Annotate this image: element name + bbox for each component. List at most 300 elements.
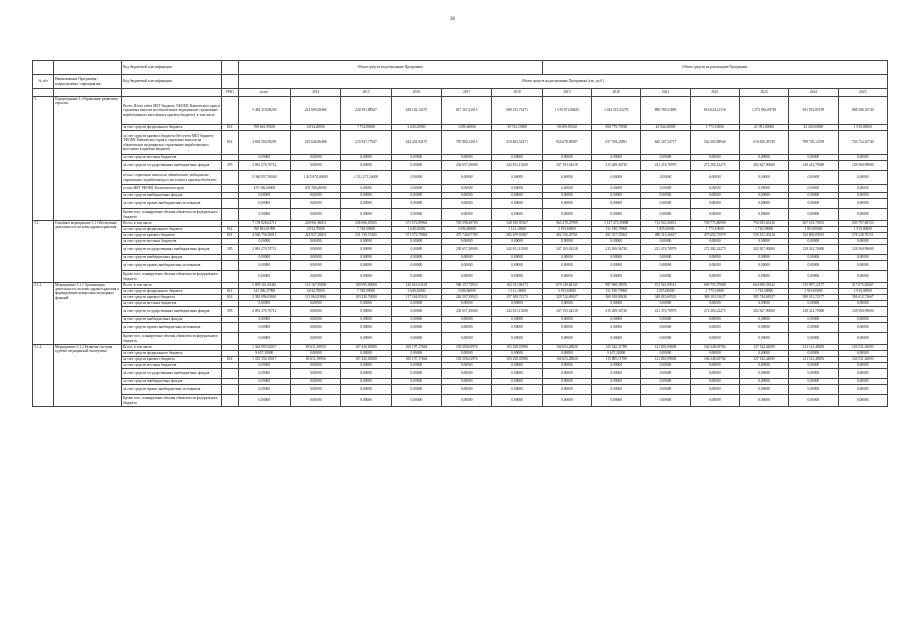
value-cell: 0,00000 [442,171,492,185]
value-cell: 230 657,29000 [442,161,492,171]
value-cell: 0,00000 [789,351,838,357]
value-cell: 0,00000 [341,255,391,261]
value-cell: 0,00000 [391,307,441,317]
value-cell: 128 412,70000 [789,307,838,317]
value-cell: 166 348,65784 [690,357,739,363]
value-cell: 610 845,39749 [739,131,788,155]
value-cell: 0,00000 [592,185,641,193]
value-cell: 0,00000 [592,261,641,271]
grbs-code [221,395,238,407]
value-cell: 220 591,88947 [341,97,391,125]
value-cell: 0,00000 [739,193,788,199]
value-cell: 43 944,30000 [641,125,690,131]
value-cell: 0,00000 [238,255,290,261]
value-cell: 0,00000 [291,317,341,323]
value-cell: 0,00000 [492,395,542,407]
value-cell: 109 995,00000 [341,283,391,289]
value-cell: 5 809 161,65461 [238,283,290,289]
value-cell: 0,00000 [238,209,290,221]
value-cell: 0,00000 [391,385,441,395]
value-cell: 272 282,22275 [690,307,739,317]
funding-source: за счет средств краевого бюджета [122,357,222,363]
value-cell: 0,00000 [690,301,739,307]
value-cell: 0,00000 [442,199,492,209]
value-cell: 462 156,45761 [542,233,591,239]
value-cell: 221 474,78979 [641,161,690,171]
value-cell: 7 754,80000 [341,125,391,131]
value-cell: 347 193,02218 [542,307,591,317]
block-number: 3.1. [33,221,54,283]
value-cell: 890 769,31699 [641,97,690,125]
value-cell: 0,00000 [391,171,441,185]
funding-source: за счет средств федерального бюджета [122,289,222,295]
funding-source: за счет средств краевого бюджета [122,233,222,239]
funding-source: за счет средств государственных внебюджетных фондов [122,245,222,255]
value-cell: 2 081 270,70712 [238,245,290,255]
header-year-9: 2022 [690,89,739,97]
value-cell: 0,00000 [542,363,591,369]
grbs-code [221,323,238,333]
grbs-code: 814 [221,125,238,131]
table-row [33,209,888,221]
value-cell: 817 167,41615 [442,97,492,125]
funding-source: за счет средств прочих внебюджетных источников [122,199,222,209]
funding-source: за счет средств прочих внебюджетных источников [122,385,222,395]
value-cell: 0,00000 [391,323,441,333]
value-cell: 0,00000 [789,261,838,271]
value-cell: 0,00000 [789,385,838,395]
value-cell: 1 855,00000 [641,289,690,295]
value-cell: 0,00000 [641,239,690,245]
funding-source: Кроме того, планируемые объемы обязательств федерального бюджета [122,395,222,407]
value-cell: 1 335 350,10017 [238,357,290,363]
value-cell: 0,00000 [391,301,441,307]
value-cell: 0,00000 [542,317,591,323]
value-cell: 0,00000 [641,369,690,379]
value-cell: 0,00000 [492,323,542,333]
value-cell: 0,00000 [442,301,492,307]
value-cell: 708 663,99458 [238,125,290,131]
value-cell: 0,00000 [641,351,690,357]
table-row [33,185,888,193]
header-year-7: 2020 [592,89,641,97]
value-cell: 121 141,48693 [789,345,838,351]
value-cell: 1 775,10000 [690,227,739,233]
value-cell: 586 157,73923 [442,283,492,289]
value-cell: 0,00000 [542,209,591,221]
value-cell: 963 278,47999 [542,221,591,227]
value-cell: 0,00000 [492,363,542,369]
grbs-code [221,271,238,283]
value-cell: 202 827,90000 [739,161,788,171]
header-grbs: ГРБС [221,89,238,97]
value-cell: 488 315,26617 [641,233,690,239]
value-cell: 2 081 270,70712 [238,161,290,171]
value-cell: 128 412,70000 [789,245,838,255]
value-cell: 215 269,36720 [592,245,641,255]
value-cell: 0,00000 [739,301,788,307]
value-cell: 0,00000 [238,323,290,333]
value-cell: 0,00000 [641,171,690,185]
value-cell: 410 463,52271 [492,131,542,155]
value-cell: 0,00000 [838,199,887,209]
value-cell: 0,00000 [789,199,838,209]
header-year-12: 2025 [838,89,887,97]
value-cell: 0,00000 [442,193,492,199]
value-cell: 360 918,98438 [592,295,641,301]
value-cell: 0,00000 [391,261,441,271]
value-cell: 0,00000 [238,363,290,369]
value-cell: 328 102,14197 [391,97,441,125]
funding-source: Кроме того, планируемые объемы обязательств федерального бюджета [122,209,222,221]
value-cell: 126 531,26693 [838,345,887,351]
value-cell: 0,00000 [592,271,641,283]
value-cell: 230 657,29000 [442,245,492,255]
value-cell: 0,00000 [789,301,838,307]
value-cell: 517 675,82667 [838,283,887,289]
value-cell: 0,00000 [238,155,290,161]
value-cell: 0,00000 [542,155,591,161]
value-cell: 0,00000 [838,255,887,261]
funding-source: за счет средств государственных внебюджетных фондов [122,307,222,317]
value-cell: 1 919,00000 [838,289,887,295]
value-cell: 0,00000 [442,239,492,245]
value-cell: 371 572,89964 [391,221,441,227]
value-cell: 157 309,72173 [492,295,542,301]
value-cell: 4 034,70000 [291,227,341,233]
value-cell: 0,00000 [542,369,591,379]
value-cell: 0,00000 [492,261,542,271]
header-code-sub: Код бюджетной классификации [122,75,222,89]
value-cell: 0,00000 [542,323,591,333]
value-cell: 0,00000 [739,255,788,261]
block-number: 3. [33,97,54,221]
header-title-left: Объем средств на реализацию Программы [238,61,542,75]
value-cell: 347 193,02218 [542,161,591,171]
value-cell: 0,00000 [391,255,441,261]
grbs-code [221,97,238,125]
table-row [33,97,888,125]
value-cell: 0,00000 [341,199,391,209]
value-cell: 0,00000 [442,155,492,161]
value-cell: 0,00000 [341,209,391,221]
table-row [33,395,888,407]
value-cell: 0,00000 [492,369,542,379]
table-row [33,199,888,209]
value-cell: 126 531,26693 [838,357,887,363]
value-cell: 7 748,00000 [341,289,391,295]
grbs-code [221,369,238,379]
value-cell: 128 412,70000 [789,161,838,171]
value-cell: 0,00000 [341,351,391,357]
value-cell: 0,00000 [641,261,690,271]
value-cell: 0,00000 [739,351,788,357]
value-cell: 0,00000 [542,333,591,345]
value-cell: 0,00000 [838,369,887,379]
value-cell: 0,00000 [690,171,739,185]
value-cell: 262 507,39923 [442,295,492,301]
value-cell: 0,00000 [739,171,788,185]
grbs-code: 395 [221,307,238,317]
value-cell: 0,00000 [542,301,591,307]
value-cell: 0,00000 [641,271,690,283]
funding-source: за счет средств государственных внебюджетных фондов [122,369,222,379]
block-name: Мероприятие 3.1.1 Организация деятельности системы здравоохранения в формирующие контрольно-надзорных функций [53,283,121,345]
funding-source: за счет средств прочих внебюджетных источников [122,323,222,333]
value-cell: 0,00000 [391,239,441,245]
value-cell: 0,00000 [341,385,391,395]
value-cell: 0,00000 [838,323,887,333]
value-cell: 0,00000 [592,301,641,307]
value-cell: 0,00000 [442,323,492,333]
value-cell: 0,00000 [238,369,290,379]
page-number: 36 [450,17,455,22]
value-cell: 0,00000 [542,351,591,357]
value-cell: 1 919,00000 [789,227,838,233]
value-cell: 4 034,70000 [291,289,341,295]
funding-source: Всего, в том числе: [122,283,222,289]
value-cell: 113 062,83861 [291,295,341,301]
value-cell: 679 149,68145 [542,283,591,289]
value-cell: 0,00000 [641,155,690,161]
value-cell: 0,00000 [341,379,391,385]
value-cell: 0,00000 [238,333,290,345]
header-year-0: всего [238,89,290,97]
value-cell: 0,00000 [690,363,739,369]
value-cell: 0,00000 [542,171,591,185]
value-cell: 0,00000 [690,199,739,209]
grbs-code [221,185,238,193]
value-cell: 83 611,39950 [291,357,341,363]
value-cell: 107 430,65000 [341,345,391,351]
value-cell: 371 573,79964 [391,233,441,239]
value-cell: 0,00000 [442,369,492,379]
value-cell: 0,00000 [291,385,341,395]
value-cell: 0,00000 [838,239,887,245]
table-row [33,161,888,171]
funding-source: за счет средств внебюджетных фондов [122,255,222,261]
value-cell: 0,00000 [739,333,788,345]
value-cell: 0,00000 [442,333,492,345]
value-cell: 0,00000 [542,239,591,245]
value-cell: 121 801,09658 [641,345,690,351]
value-cell: 230 657,29000 [442,307,492,317]
value-cell: 760 861,01998 [238,227,290,233]
value-cell: 0,00000 [341,307,391,317]
value-cell: 58 609,09160 [542,125,591,131]
value-cell: 1 649,20000 [391,227,441,233]
value-cell: 0,00000 [492,199,542,209]
value-cell: 1 919,00000 [789,289,838,295]
value-cell: 7 178 828,62711 [238,221,290,227]
value-cell: 1 775,10000 [690,289,739,295]
header-years-row [33,89,888,97]
value-cell: 242 811,13500 [492,307,542,317]
value-cell: 0,00000 [238,193,290,199]
value-cell: 125 542,31789 [592,345,641,351]
header-row-1 [33,61,888,75]
funding-source: за счет средств внебюджетных фондов [122,317,222,323]
value-cell: 527 918,25891 [592,131,641,155]
value-cell: 0,00000 [341,193,391,199]
value-cell: 127 142,44695 [739,357,788,363]
value-cell: 1 141,10000 [492,227,542,233]
value-cell: 0,00000 [592,209,641,221]
value-cell: 0,00000 [789,155,838,161]
grbs-code [221,199,238,209]
value-cell: 689 155,73271 [492,97,542,125]
value-cell: 0,00000 [838,209,887,221]
value-cell: 0,00000 [641,379,690,385]
value-cell: 0,00000 [542,185,591,193]
value-cell: 21 991,80000 [739,125,788,131]
grbs-code: 395 [221,245,238,255]
value-cell: 528 189,95367 [492,221,542,227]
value-cell: 789 720,12559 [789,131,838,155]
funding-source: за счет средств федерального бюджета [122,125,222,131]
header-year-10: 2023 [739,89,788,97]
value-cell: 103 500,63976 [442,345,492,351]
value-cell: 0,00000 [238,301,290,307]
value-cell: 0,00000 [838,363,887,369]
value-cell: 609 751,07688 [690,283,739,289]
value-cell: 0,00000 [442,317,492,323]
value-cell: 3 193,60000 [542,227,591,233]
value-cell: 0,00000 [291,369,341,379]
funding-source: за счет средств местных бюджетов [122,155,222,161]
value-cell: 0,00000 [690,351,739,357]
value-cell: 0,00000 [238,239,290,245]
value-cell: 639 797,68153 [838,221,887,227]
value-cell: 0,00000 [739,385,788,395]
grbs-code: 814 [221,227,238,233]
value-cell: 0,00000 [492,333,542,345]
value-cell: 1 443 319,33279 [592,97,641,125]
value-cell: 121 801,09658 [641,357,690,363]
funding-source: Всего: Итого учёта МБТ бюджету ТФОМС Камчатского края и страховых взносов на обязательное медицинское страхование неработающего населения в краевом бюджете), в том числе: [122,97,222,125]
value-cell: 324 452,94197 [391,131,441,155]
header-code: Код бюджетной классификации [122,61,222,75]
value-cell: 103 258,55980 [492,345,542,351]
value-cell: 0,00000 [739,239,788,245]
value-cell: 0,00000 [641,185,690,193]
value-cell: 0,00000 [592,255,641,261]
value-cell: 0,00000 [492,301,542,307]
grbs-code: 395 [221,161,238,171]
table-row [33,261,888,271]
value-cell: 0,00000 [690,395,739,407]
value-cell: 0,00000 [838,193,887,199]
funding-source: за счет средств местных бюджетов [122,363,222,369]
value-cell: 0,00000 [492,171,542,185]
value-cell: 0,00000 [789,255,838,261]
value-cell: 215 937,77947 [341,131,391,155]
value-cell: 0,00000 [838,385,887,395]
value-cell: 924 678,88387 [542,131,591,155]
funding-source: за счет средств федерального бюджета [122,351,222,357]
value-cell: 0,00000 [341,323,391,333]
value-cell: 0,00000 [739,185,788,193]
value-cell: 7 748,00000 [341,227,391,233]
value-cell: 115 885,11789 [592,357,641,363]
value-cell: 515 997,12177 [789,283,838,289]
value-cell: 0,00000 [442,351,492,357]
value-cell: 0,00000 [238,379,290,385]
value-cell: 385 744,68337 [739,295,788,301]
value-cell: 941 591,85199 [789,97,838,125]
value-cell: 1 775,10000 [690,125,739,131]
value-cell: 0,00000 [592,333,641,345]
value-cell: 4 694 583,99295 [238,131,290,155]
value-cell: 0,00000 [739,271,788,283]
value-cell: 0,00000 [789,395,838,407]
value-cell: 0,00000 [739,379,788,385]
value-cell: 0,00000 [838,301,887,307]
value-cell: 0,00000 [442,261,492,271]
funding-source: за счет средств государственных внебюджетных фондов [122,161,222,171]
funding-source: за счет средств краевого бюджета (без учёта МБТ бюджету ТФОМС Камчатского края и страховых взносов на обязательное медицинское страхование неработающего населения в краевом бюджете) [122,131,222,155]
funding-source: из них: страховые взносы на обязательное медицинское страхование неработающего населения в краевом бюджете [122,171,222,185]
table-row [33,131,888,155]
funding-source: за счет средств внебюджетных фондов [122,379,222,385]
value-cell: 2 384 896,03861 [238,295,290,301]
value-cell: 0,00000 [838,171,887,185]
value-cell: 1 919,00000 [838,125,887,131]
value-cell: 0,00000 [690,271,739,283]
value-cell: 0,00000 [592,379,641,385]
value-cell: 0,00000 [238,261,290,271]
value-cell: 0,00000 [492,385,542,395]
value-cell: 128 560,99600 [838,245,887,255]
value-cell: 202 827,90000 [739,245,788,255]
value-cell: 0,00000 [291,363,341,369]
value-cell: 1 716,50000 [739,227,788,233]
value-cell: 0,00000 [542,199,591,209]
value-cell: 0,00000 [391,199,441,209]
value-cell: 530 151,45416 [739,233,788,239]
funding-source: Всего, в том числе: [122,221,222,227]
value-cell: 224 927,26811 [291,233,341,239]
table-row [33,333,888,345]
value-cell: 166 348,65784 [690,345,739,351]
value-cell: 0,00000 [690,385,739,395]
value-cell: 726 722,25749 [838,131,887,155]
value-cell: 0,00000 [291,255,341,261]
grbs-code: 814 [221,233,238,239]
value-cell: 347 193,02218 [542,245,591,255]
value-cell: 1 415 874,00000 [291,171,341,185]
value-cell: 121 141,48693 [789,357,838,363]
value-cell: 0,00000 [739,209,788,221]
funding-source: за счет средств федерального бюджета [122,227,222,233]
value-cell: 128 560,99600 [838,161,887,171]
value-cell: 0,00000 [442,363,492,369]
value-cell: 0,00000 [341,161,391,171]
value-cell: 272 282,22275 [690,245,739,255]
value-cell: 794 935,65416 [739,221,788,227]
header-name: Наименование Программы / подпрограммы / мероприятия [53,75,121,89]
value-cell: 578 128,78151 [838,233,887,239]
grbs-code [221,209,238,221]
value-cell: 100 197,17664 [391,345,441,351]
value-cell: 0,00000 [690,255,739,261]
value-cell: 100 197,17664 [391,357,441,363]
value-cell: 508 779,79938 [592,125,641,131]
value-cell: 3 193,60000 [542,289,591,295]
value-cell: 0,00000 [391,369,441,379]
value-cell: 0,00000 [542,261,591,271]
value-cell: 0,00000 [690,261,739,271]
